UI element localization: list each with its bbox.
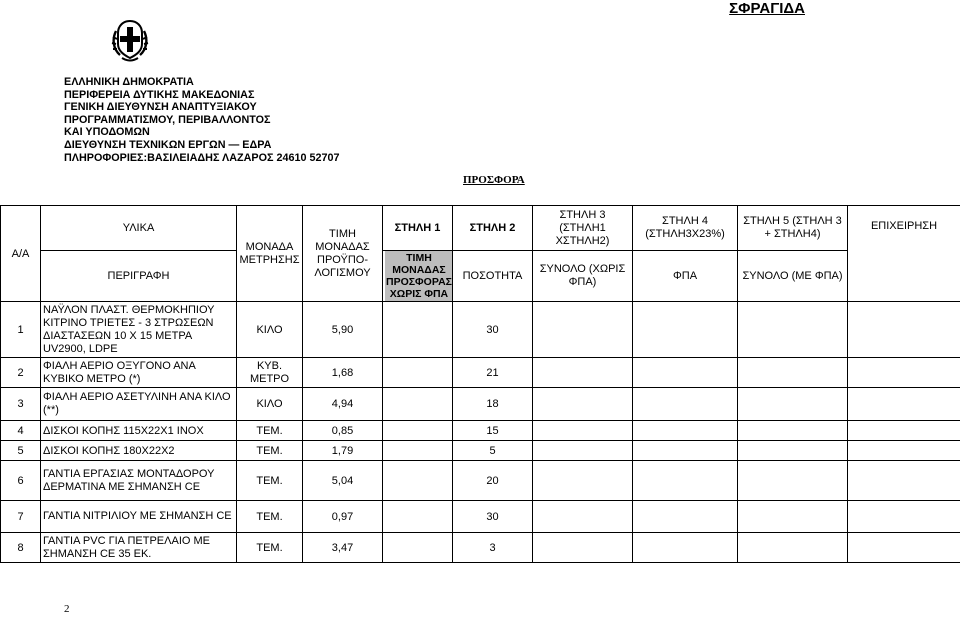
row-number: 6 bbox=[1, 461, 41, 501]
row-price: 0,97 bbox=[303, 501, 383, 533]
row-unit: ΤΕΜ. bbox=[237, 441, 303, 461]
empty-cell bbox=[383, 302, 453, 358]
header-line: ΠΡΟΓΡΑΜΜΑΤΙΣΜΟΥ, ΠΕΡΙΒΑΛΛΟΝΤΟΣ bbox=[64, 113, 271, 126]
empty-cell bbox=[383, 441, 453, 461]
header-col4: ΣΤΗΛΗ 4 (ΣΤΗΛΗ3Χ23%) bbox=[633, 206, 738, 251]
row-price: 1,79 bbox=[303, 441, 383, 461]
table-row bbox=[1, 441, 960, 461]
row-number: 8 bbox=[1, 533, 41, 563]
seal-label: ΣΦΡΑΓΙΔΑ bbox=[729, 0, 805, 17]
row-description: ΓΑΝΤΙΑ ΝΙΤΡΙΛΙΟΥ ΜΕ ΣΗΜΑΝΣΗ CE bbox=[41, 501, 237, 533]
header-line: ΓΕΝΙΚΗ ΔΙΕΥΘΥΝΣΗ ΑΝΑΠΤΥΞΙΑΚΟΥ bbox=[64, 101, 257, 114]
row-unit: ΤΕΜ. bbox=[237, 421, 303, 441]
row-description: ΓΑΝΤΙΑ ΕΡΓΑΣΙΑΣ ΜΟΝΤΑΔΟΡΟΥ ΔΕΡΜΑΤΙΝΑ ΜΕ ΣΗΜΑΝΣΗ CE bbox=[41, 461, 237, 501]
empty-cell bbox=[738, 441, 848, 461]
empty-cell bbox=[633, 358, 738, 388]
row-price: 1,68 bbox=[303, 358, 383, 388]
row-quantity: 30 bbox=[453, 501, 533, 533]
row-price: 4,94 bbox=[303, 388, 383, 421]
header-col4-sub: ΦΠΑ bbox=[633, 251, 738, 302]
row-quantity: 30 bbox=[453, 302, 533, 358]
row-quantity: 3 bbox=[453, 533, 533, 563]
row-quantity: 20 bbox=[453, 461, 533, 501]
empty-cell bbox=[633, 388, 738, 421]
header-col1-cell bbox=[383, 251, 453, 302]
row-number: 3 bbox=[1, 388, 41, 421]
empty-cell bbox=[633, 501, 738, 533]
header-col1-sub: ΤΙΜΗ ΜΟΝΑΔΑΣ ΠΡΟΣΦΟΡΑΣ ΧΩΡΙΣ ΦΠΑ bbox=[386, 252, 452, 300]
empty-cell bbox=[848, 461, 960, 501]
header-col1: ΣΤΗΛΗ 1 bbox=[383, 206, 453, 251]
header-line: ΔΙΕΥΘΥΝΣΗ ΤΕΧΝΙΚΩΝ ΕΡΓΩΝ — ΕΔΡΑ bbox=[64, 138, 272, 151]
row-unit: ΚΥΒ. ΜΕΤΡΟ bbox=[237, 358, 303, 388]
empty-cell bbox=[738, 302, 848, 358]
empty-cell bbox=[848, 421, 960, 441]
empty-cell bbox=[738, 533, 848, 563]
row-unit: ΚΙΛΟ bbox=[237, 302, 303, 358]
table-row bbox=[1, 461, 960, 501]
empty-cell bbox=[848, 388, 960, 421]
row-number: 4 bbox=[1, 421, 41, 441]
authority-header bbox=[64, 76, 340, 164]
empty-cell bbox=[633, 441, 738, 461]
header-materials: ΥΛΙΚΑ bbox=[41, 206, 237, 251]
empty-cell bbox=[848, 441, 960, 461]
header-col2: ΣΤΗΛΗ 2 bbox=[453, 206, 533, 251]
empty-cell bbox=[848, 302, 960, 358]
header-description: ΠΕΡΙΓΡΑΦΗ bbox=[41, 251, 237, 302]
row-number: 5 bbox=[1, 441, 41, 461]
empty-cell bbox=[533, 421, 633, 441]
empty-cell bbox=[383, 358, 453, 388]
header-col2-sub: ΠΟΣΟΤΗΤΑ bbox=[453, 251, 533, 302]
row-price: 5,90 bbox=[303, 302, 383, 358]
empty-cell bbox=[383, 421, 453, 441]
page-number: 2 bbox=[64, 603, 70, 615]
greek-emblem-icon bbox=[107, 17, 153, 63]
empty-cell bbox=[533, 501, 633, 533]
header-row-bottom bbox=[1, 251, 960, 302]
row-description: ΦΙΑΛΗ ΑΕΡΙΟ ΑΣΕΤΥΛΙΝΗ ΑΝΑ ΚΙΛΟ (**) bbox=[41, 388, 237, 421]
header-col5-sub: ΣΥΝΟΛΟ (ΜΕ ΦΠΑ) bbox=[738, 251, 848, 302]
table-row bbox=[1, 421, 960, 441]
empty-cell bbox=[633, 533, 738, 563]
empty-cell bbox=[533, 302, 633, 358]
header-col3: ΣΤΗΛΗ 3 (ΣΤΗΛΗ1 ΧΣΤΗΛΗ2) bbox=[533, 206, 633, 251]
empty-cell bbox=[848, 358, 960, 388]
table-row bbox=[1, 388, 960, 421]
empty-cell bbox=[383, 501, 453, 533]
header-row-top bbox=[1, 206, 960, 251]
offer-title: ΠΡΟΣΦΟΡΑ bbox=[463, 174, 525, 186]
header-unit: ΜΟΝΑΔΑ ΜΕΤΡΗΣΗΣ bbox=[237, 206, 303, 302]
row-description: ΦΙΑΛΗ ΑΕΡΙΟ ΟΞΥΓΟΝΟ ΑΝΑ ΚΥΒΙΚΟ ΜΕΤΡΟ (*) bbox=[41, 358, 237, 388]
row-price: 5,04 bbox=[303, 461, 383, 501]
empty-cell bbox=[848, 533, 960, 563]
row-unit: ΤΕΜ. bbox=[237, 533, 303, 563]
empty-cell bbox=[633, 421, 738, 441]
table-row bbox=[1, 302, 960, 358]
empty-cell bbox=[533, 533, 633, 563]
row-description: ΔΙΣΚΟΙ ΚΟΠΗΣ 180Χ22Χ2 bbox=[41, 441, 237, 461]
empty-cell bbox=[533, 388, 633, 421]
empty-cell bbox=[533, 441, 633, 461]
row-quantity: 21 bbox=[453, 358, 533, 388]
row-price: 3,47 bbox=[303, 533, 383, 563]
table-row bbox=[1, 501, 960, 533]
empty-cell bbox=[383, 388, 453, 421]
row-unit: ΤΕΜ. bbox=[237, 501, 303, 533]
header-line: ΚΑΙ ΥΠΟΔΟΜΩΝ bbox=[64, 126, 150, 139]
offer-table bbox=[0, 205, 960, 563]
row-number: 1 bbox=[1, 302, 41, 358]
empty-cell bbox=[738, 388, 848, 421]
empty-cell bbox=[738, 358, 848, 388]
row-unit: ΤΕΜ. bbox=[237, 461, 303, 501]
row-price: 0,85 bbox=[303, 421, 383, 441]
row-number: 7 bbox=[1, 501, 41, 533]
row-quantity: 5 bbox=[453, 441, 533, 461]
empty-cell bbox=[383, 533, 453, 563]
empty-cell bbox=[738, 461, 848, 501]
row-description: ΝΑΫΛΟΝ ΠΛΑΣΤ. ΘΕΡΜΟΚΗΠΙΟΥ ΚΙΤΡΙΝΟ ΤΡΙΕΤΕΣ - 3 ΣΤΡΩΣΕΩΝ ΔΙΑΣΤΑΣΕΩΝ 10 Χ 15 ΜΕΤΡΑ UV2900, LDPE bbox=[41, 302, 237, 358]
header-col3-sub: ΣΥΝΟΛΟ (ΧΩΡΙΣ ΦΠΑ) bbox=[533, 251, 633, 302]
header-budget-price: ΤΙΜΗ ΜΟΝΑΔΑΣ ΠΡΟΫΠΟ-ΛΟΓΙΣΜΟΥ bbox=[303, 206, 383, 302]
empty-cell bbox=[633, 461, 738, 501]
empty-cell bbox=[848, 501, 960, 533]
header-col5: ΣΤΗΛΗ 5 (ΣΤΗΛΗ 3 + ΣΤΗΛΗ4) bbox=[738, 206, 848, 251]
empty-cell bbox=[533, 358, 633, 388]
header-line: ΠΛΗΡΟΦΟΡΙΕΣ:ΒΑΣΙΛΕΙΑΔΗΣ ΛΑΖΑΡΟΣ 24610 52707 bbox=[64, 151, 340, 164]
header-line: ΠΕΡΙΦΕΡΕΙΑ ΔΥΤΙΚΗΣ ΜΑΚΕΔΟΝΙΑΣ bbox=[64, 88, 255, 101]
header-aa: Α/Α bbox=[1, 206, 41, 302]
empty-cell bbox=[738, 421, 848, 441]
header-line: ΕΛΛΗΝΙΚΗ ΔΗΜΟΚΡΑΤΙΑ bbox=[64, 76, 194, 88]
empty-cell bbox=[533, 461, 633, 501]
row-number: 2 bbox=[1, 358, 41, 388]
row-description: ΓΑΝΤΙΑ PVC ΓΙΑ ΠΕΤΡΕΛΑΙΟ ΜΕ ΣΗΜΑΝΣΗ CE 35 ΕΚ. bbox=[41, 533, 237, 563]
row-quantity: 18 bbox=[453, 388, 533, 421]
row-description: ΔΙΣΚΟΙ ΚΟΠΗΣ 115Χ22Χ1 INOX bbox=[41, 421, 237, 441]
empty-cell bbox=[633, 302, 738, 358]
header-company: ΕΠΙΧΕΙΡΗΣΗ bbox=[848, 206, 960, 302]
empty-cell bbox=[383, 461, 453, 501]
empty-cell bbox=[738, 501, 848, 533]
table-row bbox=[1, 533, 960, 563]
table-row bbox=[1, 358, 960, 388]
row-quantity: 15 bbox=[453, 421, 533, 441]
row-unit: ΚΙΛΟ bbox=[237, 388, 303, 421]
